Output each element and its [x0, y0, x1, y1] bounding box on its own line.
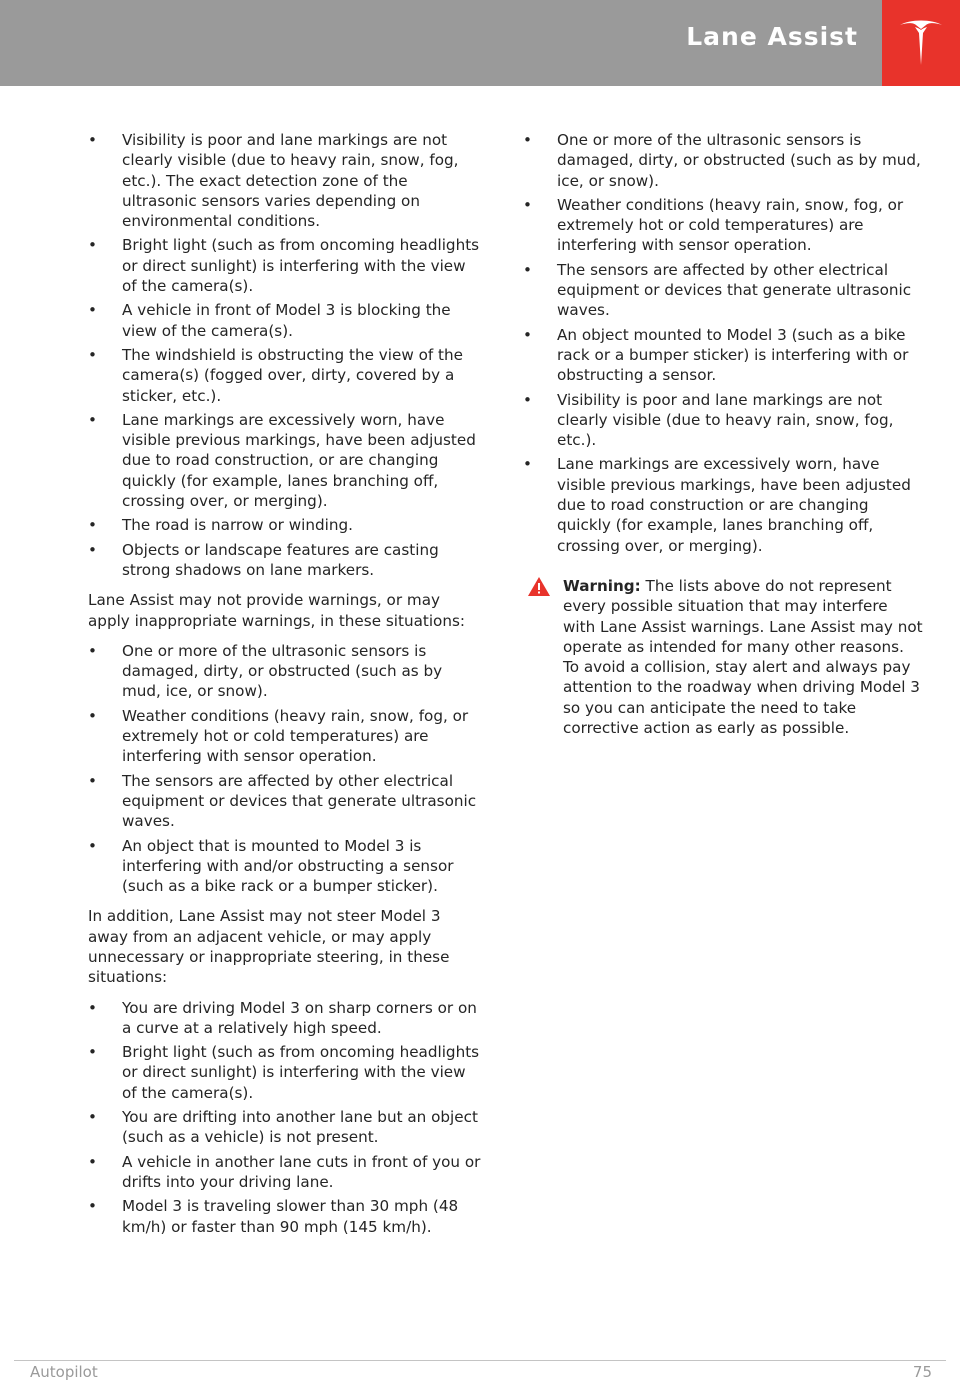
list-item: • Bright light (such as from oncoming headlights or direct sunlight) is interfering with the view of the camera(s). [88, 1043, 480, 1102]
list-item: • Weather conditions (heavy rain, snow, fog, or extremely hot or cold temperatures) are interfering with sensor operation. [523, 195, 904, 255]
footer-section-name: Autopilot [30, 1363, 98, 1381]
list-item: • An object mounted to Model 3 (such as a bike rack or a bumper sticker) is interfering with or obstructing a sensor. [523, 325, 909, 385]
left-column [88, 130, 483, 1241]
warning-callout [523, 576, 923, 738]
list-item: • One or more of the ultrasonic sensors is damaged, dirty, or obstructed (such as by mud, ice, or snow). [88, 641, 443, 701]
bullet-icon: • [88, 516, 97, 535]
list-item: • Objects or landscape features are casting strong shadows on lane markers. [88, 540, 439, 579]
left-bullet-list-1 [88, 130, 483, 580]
list-item: • You are driving Model 3 on sharp corners or on a curve at a relatively high speed. [88, 998, 477, 1037]
bullet-icon: • [88, 131, 97, 149]
bullet-icon: • [88, 410, 97, 429]
warning-label: Warning: [563, 576, 641, 595]
bullet-icon: • [88, 1108, 97, 1127]
left-bullet-list-3 [88, 998, 483, 1237]
bullet-icon: • [88, 706, 97, 725]
left-bullet-list-2 [88, 641, 483, 897]
bullet-icon: • [523, 455, 532, 474]
list-item: • Model 3 is traveling slower than 30 mph (48 km/h) or faster than 90 mph (145 km/h). [88, 1197, 459, 1236]
bullet-icon: • [88, 771, 97, 790]
bullet-icon: • [88, 1197, 97, 1216]
bullet-icon: • [523, 325, 532, 344]
bullet-icon: • [88, 1043, 97, 1062]
list-item: • Bright light (such as from oncoming headlights or direct sunlight) is interfering with the view of the camera(s). [88, 236, 480, 296]
bullet-icon: • [88, 345, 97, 364]
list-item: • The sensors are affected by other electrical equipment or devices that generate ultrasonic waves. [523, 260, 912, 320]
bullet-icon: • [88, 641, 97, 660]
bullet-icon: • [88, 836, 97, 855]
page-title: Lane Assist [686, 22, 858, 51]
bullet-icon: • [88, 540, 97, 559]
bullet-icon: • [88, 1152, 97, 1171]
list-item: • The windshield is obstructing the view of the camera(s) (fogged over, dirty, covered by a sticker, etc.). [88, 345, 463, 405]
warning-triangle-icon [527, 576, 551, 602]
list-item: • The sensors are affected by other electrical equipment or devices that generate ultrasonic waves. [88, 771, 477, 831]
right-column [523, 130, 923, 738]
list-item: • You are drifting into another lane but an object (such as a vehicle) is not present. [88, 1108, 478, 1147]
list-item: • The road is narrow or winding. [88, 516, 353, 535]
list-item: • One or more of the ultrasonic sensors is damaged, dirty, or obstructed (such as by mud, ice, or snow). [523, 131, 921, 190]
footer-divider [14, 1360, 946, 1361]
page-header [0, 0, 960, 86]
list-item: • An object that is mounted to Model 3 is interfering with and/or obstructing a sensor (such as a bike rack or a bumper sticker). [88, 836, 454, 896]
page-number: 75 [912, 1363, 932, 1381]
list-item: • Visibility is poor and lane markings are not clearly visible (due to heavy rain, snow, fog, etc.). [523, 390, 894, 450]
bullet-icon: • [523, 195, 532, 214]
tesla-logo-icon [898, 17, 944, 69]
bullet-icon: • [88, 301, 97, 320]
logo-box [882, 0, 960, 86]
list-item: • Weather conditions (heavy rain, snow, fog, or extremely hot or cold temperatures) are interfering with sensor operation. [88, 706, 469, 766]
list-item: • A vehicle in front of Model 3 is blocking the view of the camera(s). [88, 301, 451, 340]
right-bullet-list [523, 130, 923, 556]
bullet-icon: • [523, 260, 532, 279]
body-paragraph: Lane Assist may not provide warnings, or may apply inappropriate warnings, in these situations: [88, 591, 466, 630]
list-item: • Lane markings are excessively worn, have visible previous markings, have been adjusted due to road construction, or are changing quickly (for example, lanes branching off, crossing over, or merging). [88, 410, 476, 511]
bullet-icon: • [88, 998, 97, 1017]
body-paragraph: In addition, Lane Assist may not steer Model 3 away from an adjacent vehicle, or may apply unnecessary or inappropriate steering, in these situations: [88, 907, 450, 987]
warning-text: The lists above do not represent every possible situation that may interfere with Lane Assist warnings. Lane Assist may not operate as intended for many other reasons. To avoid a collision, stay alert and always pay attention to the roadway when driving Model 3 so you can anticipate the need to take corrective action as early as possible. [563, 576, 923, 738]
list-item: • A vehicle in another lane cuts in front of you or drifts into your driving lane. [88, 1152, 481, 1191]
bullet-icon: • [523, 390, 532, 409]
bullet-icon: • [88, 236, 97, 255]
list-item: • Lane markings are excessively worn, have visible previous markings, have been adjusted due to road construction or are changing quickly (for example, lanes branching off, crossing over, or merging). [523, 455, 911, 555]
list-item: • Visibility is poor and lane markings are not clearly visible (due to heavy rain, snow, fog, etc.). The exact detection zone of the ultrasonic sensors varies depending on environmental conditions. [88, 131, 459, 231]
bullet-icon: • [523, 131, 532, 149]
